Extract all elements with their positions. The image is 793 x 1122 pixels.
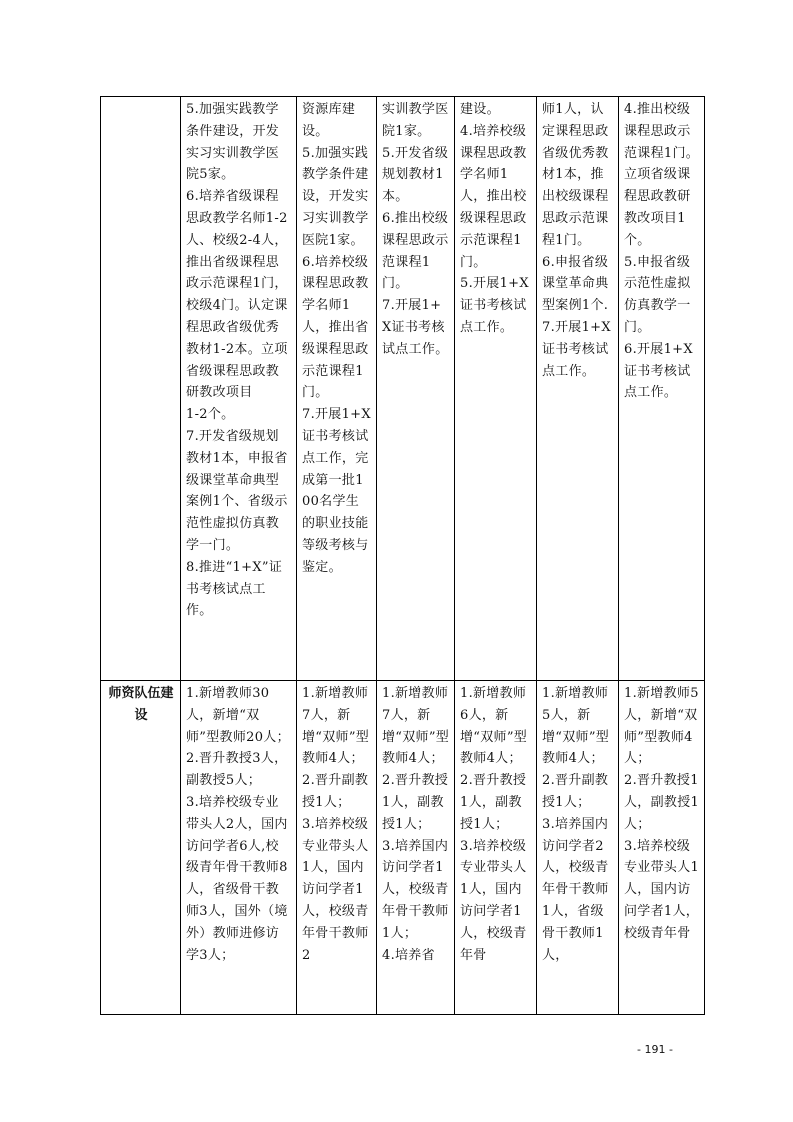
- page-number: - 191 -: [637, 1043, 673, 1056]
- table-row: [101, 681, 705, 1015]
- row-header-teacher-team: 师资队伍建设: [101, 681, 181, 1015]
- table-cell: 1.新增教师5人，新增“双师”型教师4人； 2.晋升教授1人，副教授1人； 3.培养校级专业带头人1人，国内访问学者1人，校级青年骨: [619, 681, 705, 1015]
- row-header: [101, 97, 181, 681]
- table-cell: 1.新增教师5人，新增“双师”型教师4人； 2.晋升副教授1人； 3.培养国内访问学者2人，校级青年骨干教师1人，省级骨干教师1人，: [537, 681, 619, 1015]
- table-cell: 1.新增教师7人，新增“双师”型教师4人； 2.晋升教授1人，副教授1人； 3.培养国内访问学者1人，校级青年骨干教师1人； 4.培养省: [377, 681, 455, 1015]
- table-cell: 5.加强实践教学条件建设，开发实习实训教学医院5家。 6.培养省级课程思政教学名师1-2人、校级2-4人，推出省级课程思政示范课程1门，校级4门。认定课程思政省级优秀教材1-2本。立项省级课程思政教研教改项目 1-2个。 7.开发省级规划教材1本，申报省级课堂革命典型案例1个、省级示范性虚拟仿真教学一门。 8.推进“1+X”证书考核试点工作。: [181, 97, 297, 681]
- table-cell: 建设。 4.培养校级课程思政教学名师1人，推出校级课程思政示范课程1门。 5.开展1+X证书考核试点工作。: [455, 97, 537, 681]
- table-cell: 师1人，认定课程思政省级优秀教材1本，推出校级课程思政示范课程1门。 6.申报省级课堂革命典型案例1个. 7.开展1+X证书考核试点工作。: [537, 97, 619, 681]
- plan-table: [100, 96, 705, 1015]
- table-cell: 4.推出校级课程思政示范课程1门。立项省级课程思政教研教改项目1个。 5.申报省级示范性虚拟仿真教学一门。 6.开展1+X证书考核试点工作。: [619, 97, 705, 681]
- table-cell: 实训教学医院1家。 5.开发省级规划教材1本。 6.推出校级课程思政示范课程1门。 7.开展1+X证书考核试点工作。: [377, 97, 455, 681]
- table-row: [101, 97, 705, 681]
- table-cell: 1.新增教师30人，新增“双师”型教师20人； 2.晋升教授3人，副教授5人； 3.培养校级专业带头人2人，国内访问学者6人,校级青年骨干教师8人，省级骨干教师3人，国外（境外）教师进修访学3人；: [181, 681, 297, 1015]
- table-cell: 1.新增教师6人，新增“双师”型教师4人； 2.晋升教授1人，副教授1人； 3.培养校级专业带头人1人，国内访问学者1人，校级青年骨: [455, 681, 537, 1015]
- table-cell: 资源库建设。 5.加强实践教学条件建设，开发实习实训教学医院1家。 6.培养校级课程思政教学名师1人，推出省级课程思政示范课程1门。 7.开展1+X证书考核试点工作，完成第一批100名学生的职业技能等级考核与鉴定。: [297, 97, 377, 681]
- table-cell: 1.新增教师7人，新增“双师”型教师4人； 2.晋升副教授1人； 3.培养校级专业带头人1人，国内访问学者1人，校级青年骨干教师2: [297, 681, 377, 1015]
